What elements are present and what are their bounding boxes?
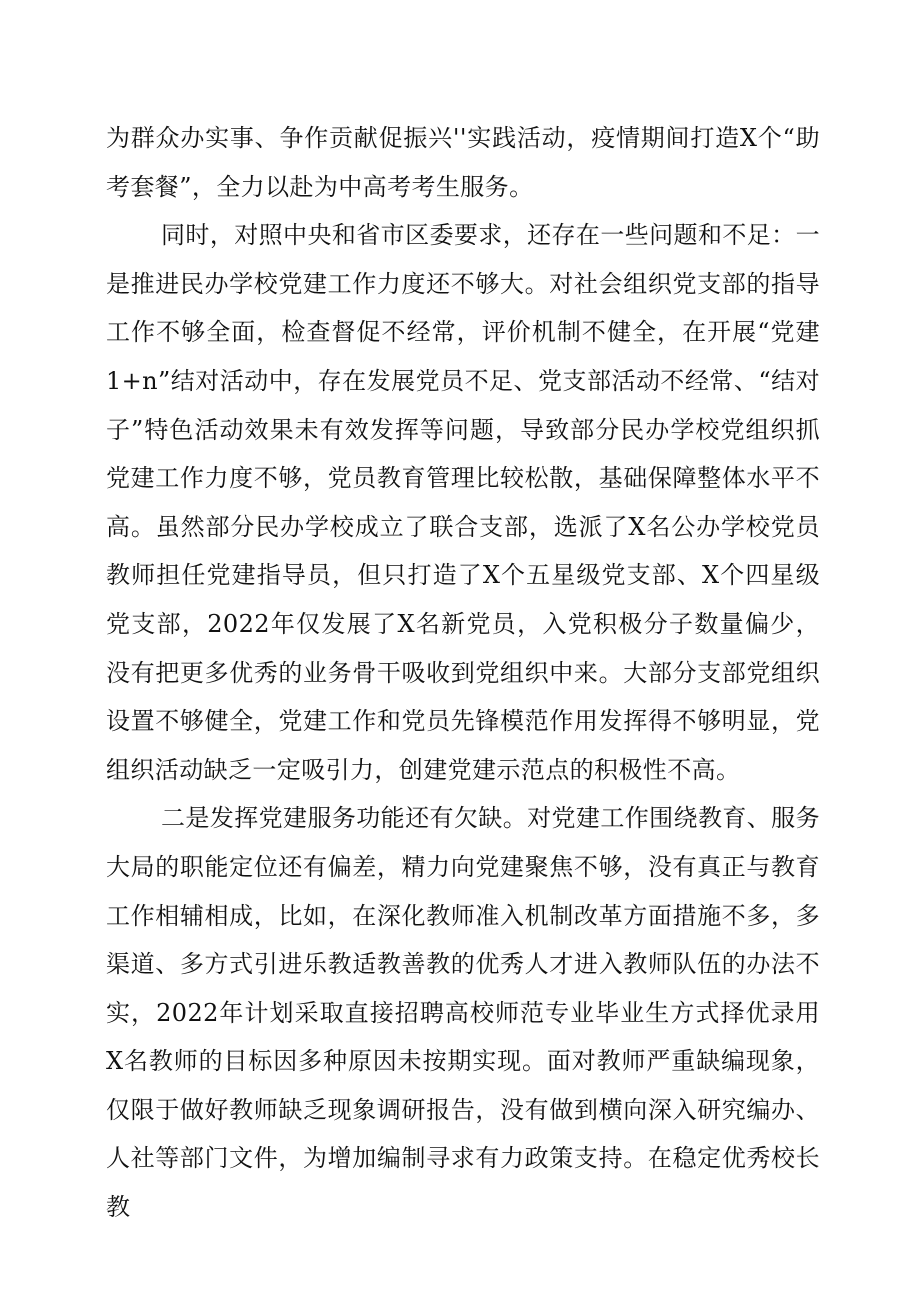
paragraph-problems-intro: 同时，对照中央和省市区委要求，还存在一些问题和不足：一是推进民办学校党建工作力度还不够大。对社会组织党支部的指导工作不够全面，检查督促不经常，评价机制不健全，在开展“党建1+n”结对活动中，存在发展党员不足、党支部活动不经常、“结对子”特色活动效果未有效发挥等问题，导致部分民办学校党组织抓党建工作力度不够，党员教育管理比较松散，基础保障整体水平不高。虽然部分民办学校成立了联合支部，选派了X名公办学校党员教师担任党建指导员，但只打造了X个五星级党支部、X个四星级党支部，2022年仅发展了X名新党员，入党积极分子数量偏少，没有把更多优秀的业务骨干吸收到党组织中来。大部分支部党组织设置不够健全，党建工作和党员先锋模范作用发挥得不够明显，党组织活动缺乏一定吸引力，创建党建示范点的积极性不高。: [106, 221, 820, 784]
paragraph-service-function: 二是发挥党建服务功能还有欠缺。对党建工作围绕教育、服务大局的职能定位还有偏差，精力向党建聚焦不够，没有真正与教育工作相辅相成，比如，在深化教师准入机制改革方面措施不多，多渠道、多方式引进乐教适教善教的优秀人才进入教师队伍的办法不实，2022年计划采取直接招聘高校师范专业毕业生方式择优录用X名教师的目标因多种原因未按期实现。面对教师严重缺编现象，仅限于做好教师缺乏现象调研报告，没有做到横向深入研究编办、人社等部门文件，为增加编制寻求有力政策支持。在稳定优秀校长教: [106, 804, 820, 1222]
paragraph-continuation: 为群众办实事、争作贡献促振兴''实践活动，疫情期间打造X个“助考套餐”，全力以赴为中高考考生服务。: [106, 124, 820, 201]
document-body: [106, 114, 820, 1232]
